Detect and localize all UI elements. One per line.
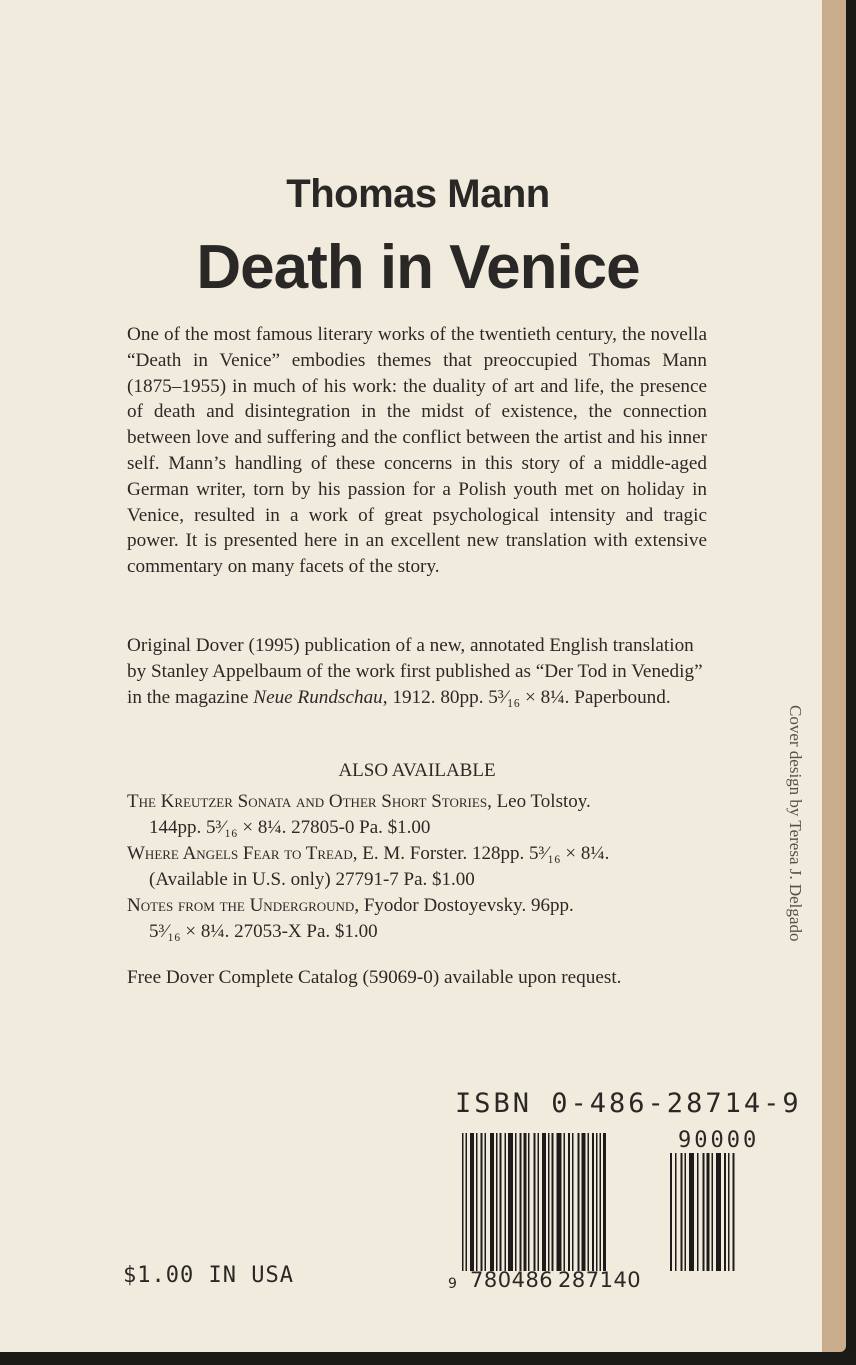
publication-text: Original Dover (1995) publication of a new, annotated English translation by Stanley Appelbaum of the work first published as “Der Tod in Venedig” in the magazine <box>127 635 703 708</box>
barcode-bar <box>496 1133 498 1271</box>
barcode-bar <box>600 1133 602 1271</box>
barcode-bar <box>670 1153 672 1271</box>
barcode-bar <box>685 1153 687 1271</box>
barcode-bar <box>564 1133 566 1271</box>
background-edge <box>846 0 856 1365</box>
ean-barcode <box>462 1133 642 1271</box>
barcode-bar <box>552 1133 554 1271</box>
barcode-bar <box>603 1133 606 1271</box>
barcode-bar <box>485 1133 487 1271</box>
barcode-bar <box>707 1153 710 1271</box>
barcode-bar <box>548 1133 550 1271</box>
barcode-bar <box>470 1133 474 1271</box>
barcode-bar <box>596 1133 598 1271</box>
barcode-bar <box>681 1153 683 1271</box>
item-details: 144pp. 5³⁄₁₆ × 8¼. 27805-0 Pa. $1.00 <box>149 816 431 838</box>
barcode-bar <box>578 1133 580 1271</box>
barcode-bar <box>733 1153 735 1271</box>
barcode-bar <box>689 1153 694 1271</box>
also-available-heading: ALSO AVAILABLE <box>338 760 496 781</box>
barcode-bar <box>712 1153 714 1271</box>
publication-text-end: , 1912. 80pp. 5³⁄₁₆ × 8¼. Paperbound. <box>382 686 671 708</box>
barcode-bar <box>481 1133 483 1271</box>
item-details: 5³⁄₁₆ × 8¼. 27053-X Pa. $1.00 <box>149 920 378 942</box>
barcode-bar <box>508 1133 513 1271</box>
barcode-bar <box>528 1133 530 1271</box>
list-item <box>127 893 717 944</box>
barcode-bar <box>520 1133 522 1271</box>
catalog-note: Free Dover Complete Catalog (59069-0) available upon request. <box>127 967 622 988</box>
barcode-bar <box>476 1133 478 1271</box>
barcode-bar <box>716 1153 721 1271</box>
item-author: , Leo Tolstoy. <box>487 791 591 812</box>
cover-credit: Cover design by Teresa J. Delgado <box>786 705 805 942</box>
price-label: $1.00 IN USA <box>123 1263 294 1288</box>
barcode-bar <box>524 1133 527 1271</box>
barcode-bar <box>675 1153 677 1271</box>
isbn-number: ISBN 0-486-28714-9 <box>455 1088 802 1119</box>
barcode-addon-digits: 90000 <box>678 1128 760 1153</box>
barcode-bar <box>592 1133 594 1271</box>
list-item <box>127 841 717 892</box>
item-author: , Fyodor Dostoyevsky. 96pp. <box>354 895 574 916</box>
book-description: One of the most famous literary works of the twentieth century, the novella “Death in Venice” embodies themes that preoccupied Thomas Mann (1875–1955) in much of his work: the duality of art and life, the presence of death and disintegration in the midst of existence, the connection between love and suffering and the conflict between the artist and his inner self. Mann’s handling of these concerns in this story of a middle-aged German writer, torn by his passion for a Polish youth met on holiday in Venice, resulted in a work of great psychological intensity and tragic power. It is presented here in an excellent new translation with extensive commentary on many facets of the story. <box>127 324 707 578</box>
author-name: Thomas Mann <box>286 172 550 216</box>
barcode-bar <box>505 1133 507 1271</box>
item-title: Notes from the Underground <box>127 895 355 916</box>
barcode-bar <box>534 1133 536 1271</box>
item-title: Where Angels Fear to Tread <box>127 843 353 864</box>
addon-barcode <box>670 1153 764 1271</box>
item-details: (Available in U.S. only) 27791-7 Pa. $1.00 <box>149 868 475 890</box>
barcode-bar <box>557 1133 562 1271</box>
background-bottom <box>0 1352 856 1365</box>
magazine-name: Neue Rundschau <box>253 686 383 708</box>
barcode-bar <box>697 1153 699 1271</box>
barcode-bar <box>572 1133 574 1271</box>
also-available-list <box>127 789 717 945</box>
barcode-bar <box>462 1133 464 1271</box>
barcode-bar <box>500 1133 502 1271</box>
barcode-bar <box>703 1153 705 1271</box>
barcode-bar <box>515 1133 517 1271</box>
barcode-bar <box>588 1133 590 1271</box>
barcode-bar <box>490 1133 494 1271</box>
barcode-first-digit: 9 <box>448 1276 457 1292</box>
barcode-left-digits: 780486 <box>470 1268 554 1292</box>
book-title: Death in Venice <box>196 233 640 302</box>
barcode-bar <box>538 1133 540 1271</box>
publication-note <box>127 633 707 710</box>
barcode-bar <box>568 1133 570 1271</box>
barcode-right-digits: 287140 <box>558 1268 642 1292</box>
item-author: , E. M. Forster. 128pp. 5³⁄₁₆ × 8¼. <box>352 843 610 864</box>
item-title: The Kreutzer Sonata and Other Short Stories <box>127 791 488 812</box>
list-item <box>127 789 717 840</box>
barcode-bar <box>466 1133 468 1271</box>
barcode-bar <box>728 1153 730 1271</box>
barcode-bar <box>724 1153 726 1271</box>
barcode-bar <box>582 1133 586 1271</box>
barcode-bar <box>542 1133 546 1271</box>
